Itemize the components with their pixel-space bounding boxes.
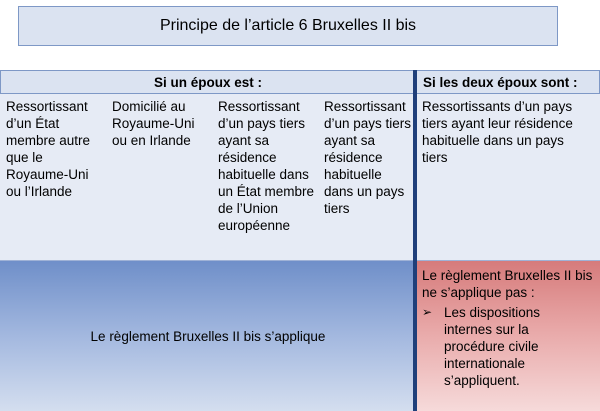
outcome-applies-text: Le règlement Bruxelles II bis s’applique [90, 328, 326, 344]
column-divider [413, 70, 417, 411]
condition-third-country-eu-residence: Ressortissant d’un pays tiers ayant sa résidence habituelle dans un État membre de l’Union européenne [218, 99, 315, 233]
title-text: Principe de l’article 6 Bruxelles II bis [159, 17, 417, 34]
condition-both-third-country: Ressortissants d’un pays tiers ayant leur résidence habituelle dans un pays tiers [422, 99, 573, 165]
header-one-spouse: Si un époux est : [0, 70, 416, 94]
outcome-applies [0, 261, 416, 411]
condition-third-country-residence: Ressortissant d’un pays tiers ayant sa résidence habituelle dans un pays tiers [324, 99, 412, 216]
conditions-both-spouses [416, 94, 600, 261]
condition-eu-national: Ressortissant d’un État membre autre que le Royaume-Uni ou l’Irlande [6, 99, 91, 199]
header-both-spouses: Si les deux époux sont : [416, 70, 600, 94]
diagram-title [18, 6, 558, 46]
condition-uk-ireland-domicile: Domicilié au Royaume-Uni ou en Irlande [112, 99, 195, 148]
conditions-one-spouse [0, 94, 416, 261]
outcome-bullet [422, 304, 594, 389]
outcome-not-applies [416, 261, 600, 411]
outcome-bullet-text: Les dispositions internes sur la procédure civile internationale s’appliquent. [444, 305, 541, 388]
arrow-bullet-icon: ➢ [422, 305, 433, 319]
outcome-not-applies-text: Le règlement Bruxelles II bis ne s’applique pas : [422, 268, 593, 300]
comparison-table [0, 70, 600, 411]
